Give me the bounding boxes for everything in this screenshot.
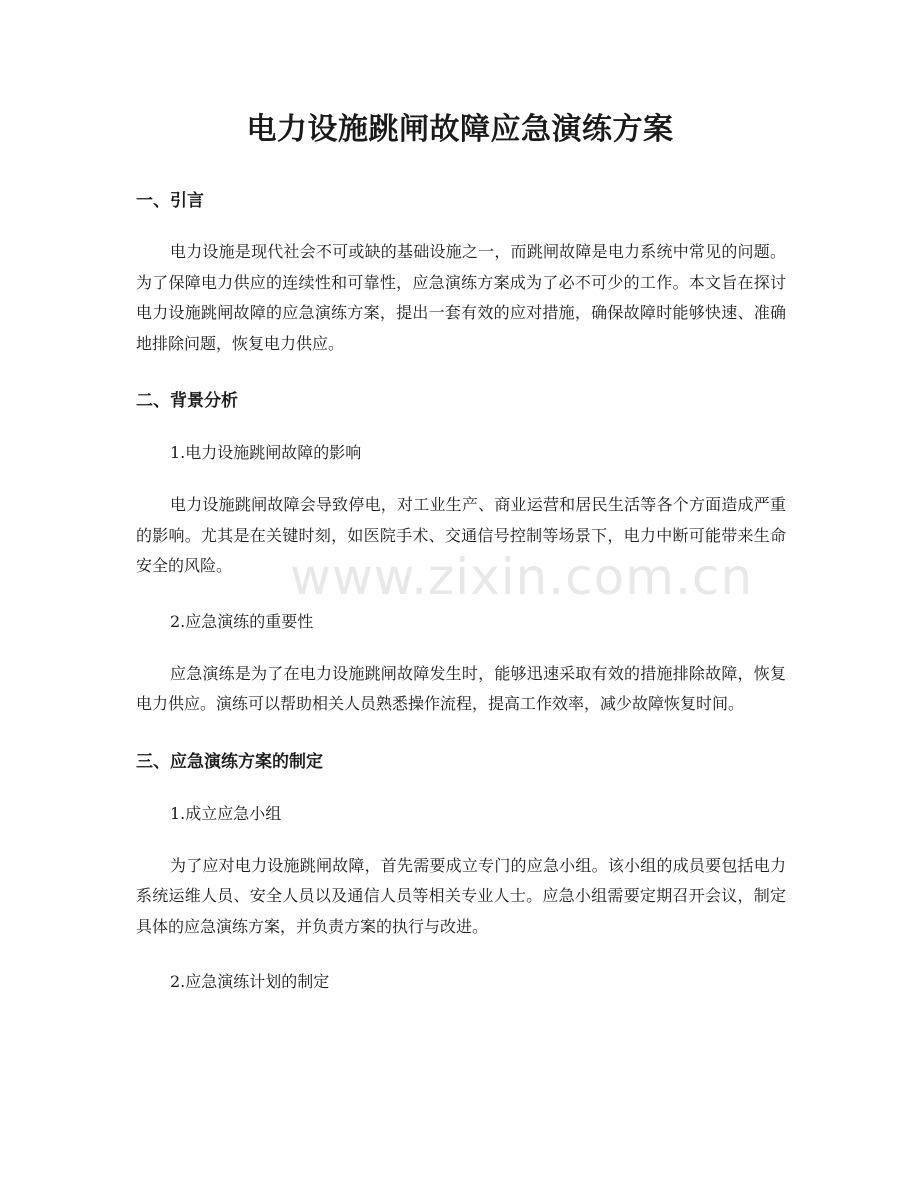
paragraph-team: 为了应对电力设施跳闸故障，首先需要成立专门的应急小组。该小组的成员要包括电力系统运维人员、安全人员以及通信人员等相关专业人士。应急小组需要定期召开会议，制定具体的应急演练方案，并负责方案的执行与改进。 [136, 855, 786, 936]
watermark: www.zixin.com.cn [290, 548, 754, 606]
subheading-impact: 1.电力设施跳闸故障的影响 [170, 443, 362, 462]
subheading-drill-plan: 2.应急演练计划的制定 [170, 972, 330, 991]
subheading-importance: 2.应急演练的重要性 [170, 611, 314, 631]
section-heading-background: 二、背景分析 [136, 391, 238, 411]
paragraph-impact: 电力设施跳闸故障会导致停电，对工业生产、商业运营和居民生活等各个方面造成严重的影响。尤其是在关键时刻，如医院手术、交通信号控制等场景下，电力中断可能带来生命安全的风险。 [136, 495, 786, 575]
section-heading-intro: 一、引言 [136, 191, 204, 211]
document-title: 电力设施跳闸故障应急演练方案 [246, 112, 674, 147]
section-heading-plan: 三、应急演练方案的制定 [136, 751, 323, 772]
paragraph-intro: 电力设施是现代社会不可或缺的基础设施之一，而跳闸故障是电力系统中常见的问题。为了保障电力供应的连续性和可靠性，应急演练方案成为了必不可少的工作。本文旨在探讨电力设施跳闸故障的应急演练方案，提出一套有效的应对措施，确保故障时能够快速、准确地排除问题，恢复电力供应。 [136, 242, 786, 353]
subheading-team: 1.成立应急小组 [170, 803, 282, 823]
paragraph-importance: 应急演练是为了在电力设施跳闸故障发生时，能够迅速采取有效的措施排除故障，恢复电力供应。演练可以帮助相关人员熟悉操作流程，提高工作效率，减少故障恢复时间。 [136, 663, 786, 713]
